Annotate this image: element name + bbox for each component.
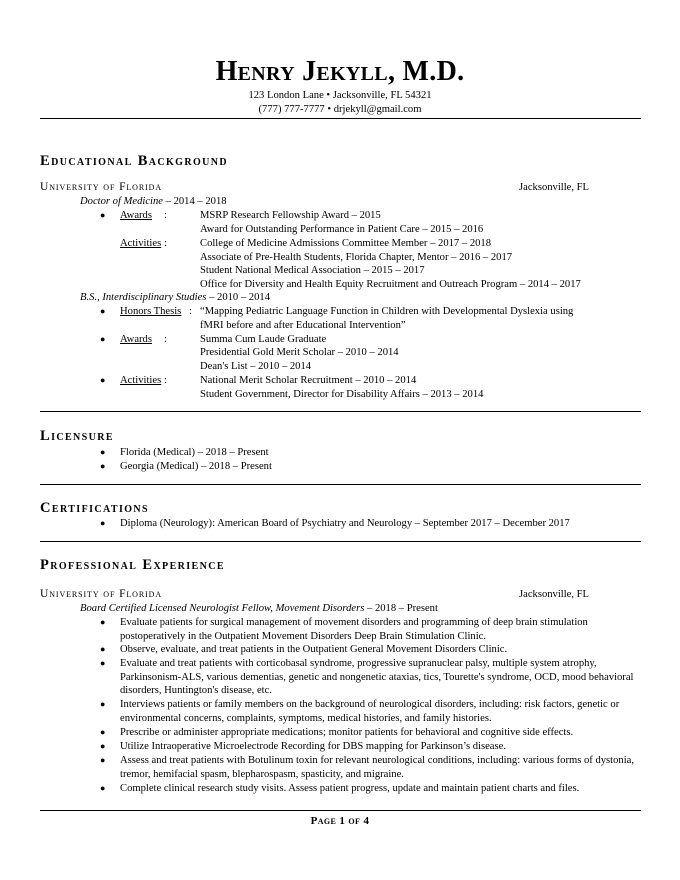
md-activity-item: Student National Medical Association – 2015 – 2017 bbox=[200, 265, 425, 276]
footer-divider bbox=[40, 810, 641, 811]
md-activity-item: Office for Diversity and Health Equity Recruitment and Outreach Program – 2014 – 2017 bbox=[200, 279, 581, 290]
section-title-licensure: Licensure bbox=[40, 428, 114, 444]
experience-role-title: Board Certified Licensed Neurologist Fellow, Movement Disorders bbox=[80, 603, 365, 614]
experience-bullet: Complete clinical research study visits. Assess patient progress, update and maintain patient charts and files. bbox=[120, 783, 580, 794]
education-school: University of Florida bbox=[40, 181, 163, 193]
bullet: ● bbox=[100, 334, 106, 344]
bs-awards-label: Awards bbox=[120, 334, 152, 345]
degree-md bbox=[80, 195, 227, 209]
bs-award-item: Dean's List – 2010 – 2014 bbox=[200, 361, 312, 372]
education-location: Jacksonville, FL bbox=[519, 182, 590, 193]
section-divider bbox=[40, 484, 641, 485]
experience-bullet: Evaluate patients for surgical management of movement disorders and programming of deep brain stimulation postoperatively in the Outpatient Movement Disorders Deep Brain Stimulation Clinic. bbox=[120, 617, 588, 642]
contact-line: (777) 777-7777 • drjekyll@gmail.com bbox=[258, 104, 422, 115]
section-title-experience: Professional Experience bbox=[40, 557, 225, 573]
bullet: ● bbox=[100, 617, 106, 627]
bullet: ● bbox=[100, 447, 106, 457]
certification-item: Diploma (Neurology): American Board of Psychiatry and Neurology – September 2017 – December 2017 bbox=[120, 518, 570, 529]
bs-award-item: Summa Cum Laude Graduate bbox=[200, 334, 327, 345]
section-divider bbox=[40, 411, 641, 412]
experience-bullet: Interviews patients or family members on the background of neurological disorders, including: risk factors, genetic or environmental concerns, complaints, symptoms, medical histories, and family histories. bbox=[120, 699, 620, 724]
label-colon: : bbox=[164, 375, 167, 386]
degree-bs-name: B.S., Interdisciplinary Studies bbox=[80, 292, 207, 303]
bs-activities-label: Activities bbox=[120, 375, 162, 386]
bullet: ● bbox=[100, 210, 106, 220]
bs-activity-item: Student Government, Director for Disability Affairs – 2013 – 2014 bbox=[200, 389, 484, 400]
page-number: Page 1 of 4 bbox=[310, 815, 370, 827]
section-divider bbox=[40, 541, 641, 542]
experience-bullet: Observe, evaluate, and treat patients in the Outpatient General Movement Disorders Clinic. bbox=[120, 644, 508, 655]
md-award-item: MSRP Research Fellowship Award – 2015 bbox=[200, 210, 381, 221]
experience-role-dates: – 2018 – Present bbox=[364, 603, 438, 614]
bs-award-item: Presidential Gold Merit Scholar – 2010 – 2014 bbox=[200, 347, 399, 358]
bullet: ● bbox=[100, 658, 106, 668]
experience-org: University of Florida bbox=[40, 588, 163, 600]
section-title-certifications: Certifications bbox=[40, 500, 149, 516]
candidate-name: Henry Jekyll, M.D. bbox=[215, 56, 465, 87]
license-item: Georgia (Medical) – 2018 – Present bbox=[120, 461, 272, 472]
experience-bullet: Prescribe or administer appropriate medications; monitor patients for behavioral and cognitive side effects. bbox=[120, 727, 574, 738]
bullet: ● bbox=[100, 375, 106, 385]
bullet: ● bbox=[100, 644, 106, 654]
md-activity-item: Associate of Pre-Health Students, Florida Chapter, Mentor – 2016 – 2017 bbox=[200, 252, 513, 263]
address-line: 123 London Lane • Jacksonville, FL 54321 bbox=[248, 90, 432, 101]
experience-role bbox=[80, 602, 438, 616]
md-activity-item: College of Medicine Admissions Committee Member – 2017 – 2018 bbox=[200, 238, 492, 249]
experience-bullet: Utilize Intraoperative Microelectrode Recording for DBS mapping for Parkinson’s disease. bbox=[120, 741, 506, 752]
label-colon: : bbox=[164, 238, 167, 249]
section-title-education: Educational Background bbox=[40, 153, 229, 169]
experience-location: Jacksonville, FL bbox=[519, 589, 590, 600]
md-award-item: Award for Outstanding Performance in Patient Care – 2015 – 2016 bbox=[200, 224, 484, 235]
bullet: ● bbox=[100, 518, 106, 528]
md-awards-label: Awards bbox=[120, 210, 152, 221]
degree-bs bbox=[80, 291, 270, 305]
label-colon: : bbox=[164, 210, 167, 221]
bullet: ● bbox=[100, 699, 106, 709]
experience-bullet: Evaluate and treat patients with corticobasal syndrome, progressive supranuclear palsy, multiple system atrophy, Parkinsonism-ALS, various dementias, genetic and nongenetic ataxias, tics, Tourette's syndrome, OCD, mood behavioral disorders, Huntington's disease, etc. bbox=[120, 658, 634, 697]
label-colon: : bbox=[164, 334, 167, 345]
label-colon: : bbox=[189, 306, 192, 317]
degree-md-dates: – 2014 – 2018 bbox=[162, 196, 227, 207]
license-item: Florida (Medical) – 2018 – Present bbox=[120, 447, 269, 458]
bullet: ● bbox=[100, 461, 106, 471]
bs-thesis-label: Honors Thesis bbox=[120, 306, 182, 317]
bs-thesis-line: “Mapping Pediatric Language Function in Children with Developmental Dyslexia using bbox=[200, 306, 574, 317]
bullet: ● bbox=[100, 306, 106, 316]
header-divider bbox=[40, 118, 641, 119]
bullet: ● bbox=[100, 727, 106, 737]
bullet: ● bbox=[100, 755, 106, 765]
bs-activity-item: National Merit Scholar Recruitment – 2010 – 2014 bbox=[200, 375, 417, 386]
degree-md-name: Doctor of Medicine bbox=[80, 196, 163, 207]
degree-bs-dates: – 2010 – 2014 bbox=[206, 292, 270, 303]
md-activities-label: Activities bbox=[120, 238, 162, 249]
bullet: ● bbox=[100, 741, 106, 751]
bullet: ● bbox=[100, 783, 106, 793]
bs-thesis-line: fMRI before and after Educational Intervention” bbox=[200, 320, 406, 331]
experience-bullet: Assess and treat patients with Botulinum toxin for relevant neurological conditions, including: various forms of dystonia, tremor, hemifacial spasm, blepharospasm, spasticity, and migraine. bbox=[120, 755, 635, 780]
